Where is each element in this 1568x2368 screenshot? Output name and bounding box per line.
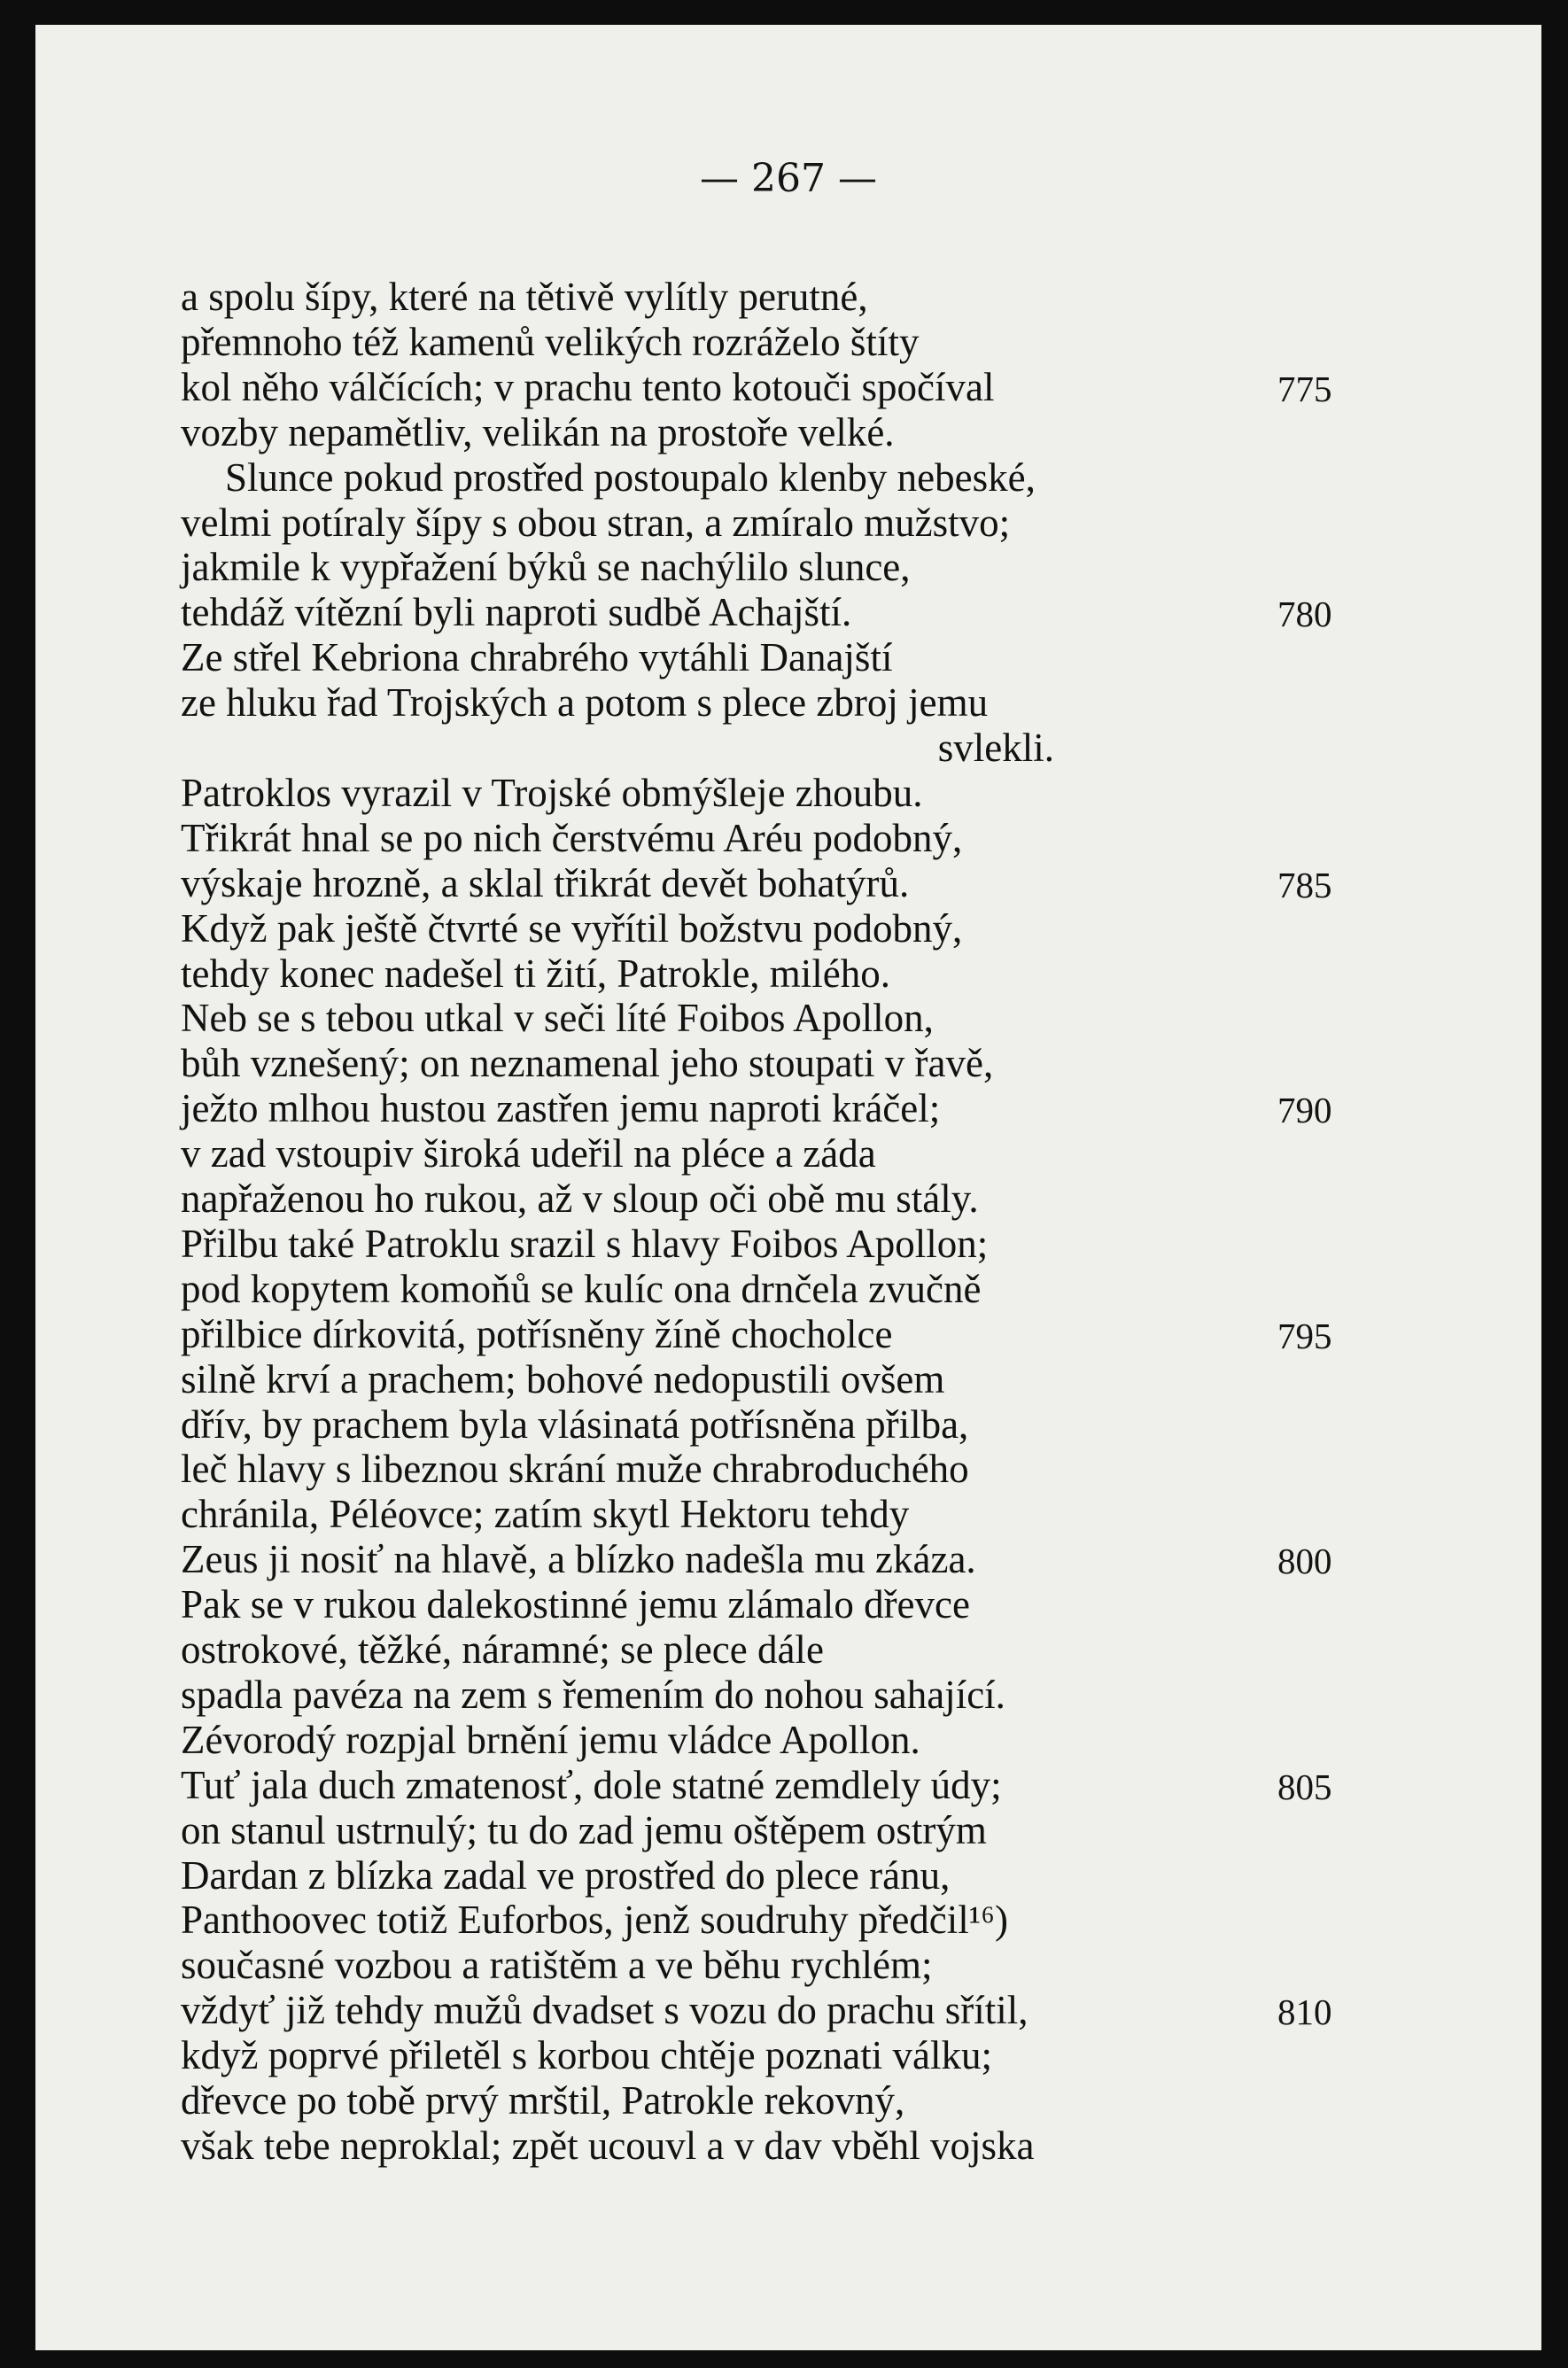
verse-line: pod kopytem komoňů se kulíc ona drnčela zvučně	[181, 1267, 982, 1311]
verse-line: Dardan z blízka zadal ve prostřed do plece ránu,	[181, 1853, 951, 1898]
verse-line: Neb se s tebou utkal v seči líté Foibos Apollon,	[181, 996, 934, 1040]
verse-line: jakmile k vypřažení býků se nachýlilo slunce,	[181, 545, 911, 589]
verse-line: Tuť jala duch zmatenosť, dole statné zemdlely údy;	[181, 1763, 1002, 1807]
verse-line: leč hlavy s libeznou skrání muže chrabroduchého	[181, 1447, 969, 1491]
verse-line: Zévorodý rozpjal brnění jemu vládce Apollon.	[181, 1718, 920, 1762]
verse-line: bůh vznešený; on neznamenal jeho stoupati v řavě,	[181, 1041, 994, 1085]
verse-line: tehdy konec nadešel ti žití, Patrokle, milého.	[181, 951, 891, 996]
verse-line: přilbice dírkovitá, potřísněny žíně chocholce	[181, 1312, 893, 1356]
verse-line: Patroklos vyrazil v Trojské obmýšleje zhoubu.	[181, 771, 923, 815]
verse-line: když poprvé přiletěl s korbou chtěje poznati válku;	[181, 2033, 992, 2077]
verse-line: dřevce po tobě prvý mrštil, Patrokle rekovný,	[181, 2078, 905, 2123]
book-page	[35, 25, 1541, 2350]
verse-line: ježto mlhou hustou zastřen jemu naproti kráčel;	[181, 1086, 941, 1130]
verse-line: výskaje hrozně, a sklal třikrát devět bohatýrů.	[181, 861, 910, 905]
verse-line: dřív, by prachem byla vlásinatá potřísněna přilba,	[181, 1402, 969, 1447]
verse-line: chránila, Péléovce; zatím skytl Hektoru tehdy	[181, 1492, 910, 1536]
verse-line: Přilbu také Patroklu srazil s hlavy Foibos Apollon;	[181, 1222, 989, 1266]
verse-line: Když pak ještě čtvrté se vyřítil božstvu podobný,	[181, 906, 963, 951]
verse-line: Třikrát hnal se po nich čerstvému Aréu podobný,	[181, 816, 963, 860]
verse-line: silně krví a prachem; bohové nedopustili ovšem	[181, 1357, 945, 1401]
line-number: 795	[1277, 1316, 1332, 1356]
line-number: 805	[1277, 1766, 1332, 1807]
verse-line: Ze střel Kebriona chrabrého vytáhli Danajští	[181, 635, 893, 679]
verse-line: svlekli.	[937, 726, 1054, 770]
verse-line: Pak se v rukou dalekostinné jemu zlámalo dřevce	[181, 1582, 970, 1627]
verse-line: Zeus ji nosiť na hlavě, a blízko nadešla mu zkáza.	[181, 1537, 976, 1581]
verse-line: ostrokové, těžké, náramné; se plece dále	[181, 1627, 824, 1672]
line-number: 810	[1277, 1991, 1332, 2032]
verse-line: velmi potíraly šípy s obou stran, a zmíralo mužstvo;	[181, 501, 1011, 545]
verse-line: spadla pavéza na zem s řemením do nohou sahající.	[181, 1673, 1005, 1717]
verse-line: Slunce pokud prostřed postoupalo klenby nebeské,	[225, 455, 1036, 500]
verse-line: vždyť již tehdy mužů dvadset s vozu do prachu sřítil,	[181, 1988, 1029, 2032]
verse-line: on stanul ustrnulý; tu do zad jemu oštěpem ostrým	[181, 1808, 987, 1852]
verse-text	[35, 25, 1541, 2350]
line-number: 775	[1277, 369, 1332, 409]
line-number: 800	[1277, 1541, 1332, 1581]
verse-line: vozby nepamětliv, velikán na prostoře velké.	[181, 410, 895, 454]
line-number: 790	[1277, 1090, 1332, 1130]
verse-line: ze hluku řad Trojských a potom s plece zbroj jemu	[181, 680, 989, 725]
verse-line: přemnoho též kamenů velikých rozráželo štíty	[181, 320, 920, 364]
page-number: — 267 —	[700, 156, 877, 201]
verse-line: však tebe neproklal; zpět ucouvl a v dav vběhl vojska	[181, 2123, 1035, 2168]
verse-line: současné vozbou a ratištěm a ve běhu rychlém;	[181, 1943, 933, 1987]
verse-line: napřaženou ho rukou, až v sloup oči obě mu stály.	[181, 1176, 979, 1221]
verse-line: Panthoovec totiž Euforbos, jenž soudruhy předčil¹⁶)	[181, 1898, 1008, 1942]
verse-line: a spolu šípy, které na tětivě vylítly perutné,	[181, 275, 868, 319]
verse-line: tehdáž vítězní byli naproti sudbě Achajští.	[181, 590, 852, 634]
verse-line: v zad vstoupiv široká udeřil na pléce a záda	[181, 1131, 876, 1176]
verse-line: kol něho válčících; v prachu tento kotouči spočíval	[181, 365, 995, 409]
line-number: 780	[1277, 594, 1332, 634]
line-number: 785	[1277, 865, 1332, 905]
